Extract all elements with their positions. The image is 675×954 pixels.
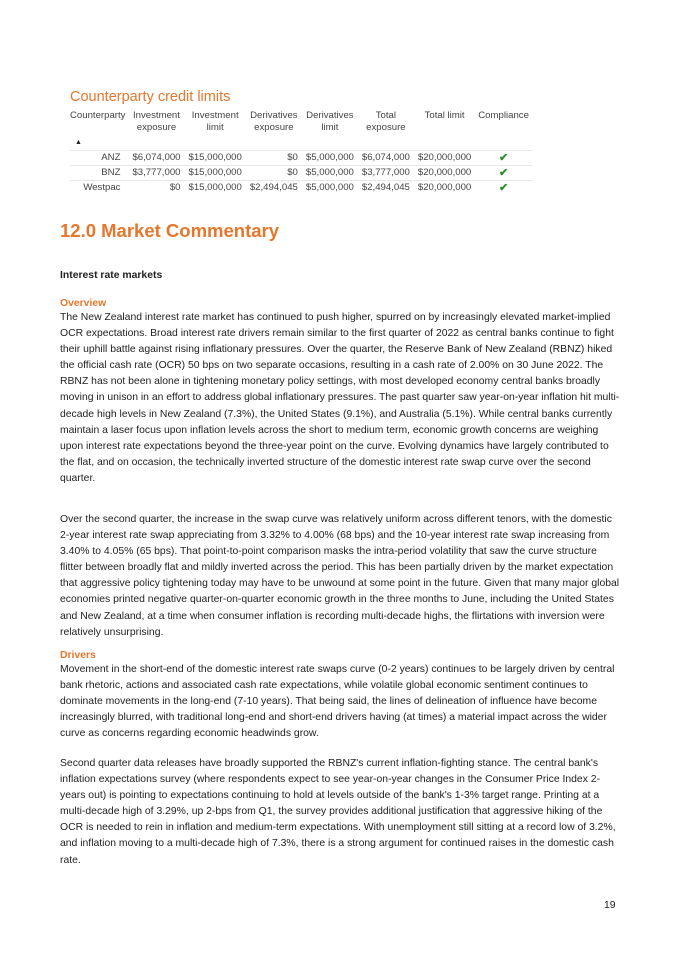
cell-total-limit: $20,000,000 [414, 181, 475, 196]
drivers-paragraph-2: Second quarter data releases have broadly supported the RBNZ's current inflation-fighting stance. The central bank's inflation expectations survey (where respondents expect to see year-on-year changes in the Consumer Price Index 2-years out) is pointing to expectations continuing to hold at levels outside of the bank's 1-3% target range. Printing at a multi-decade high of 3.29%, up 2-bps from Q1, the survey provides additional justification that aggressive hiking of the OCR is needed to rein in inflation and medium-term expectations. With unemployment still sitting at a record low of 3.2%, and inflation moving to a multi-decade high of 7.3%, there is a strong argument for continued raises in the domestic cash rate. [60, 758, 616, 866]
cell-counterparty: Westpac [70, 181, 128, 196]
table-row [70, 181, 532, 196]
table-header-row [70, 110, 532, 136]
cell-counterparty: ANZ [70, 151, 128, 166]
compliance-check-icon: ✔ [475, 166, 532, 181]
column-header-derivatives-limit[interactable]: Derivatives limit [306, 110, 354, 133]
cell-total-limit: $20,000,000 [414, 166, 475, 181]
column-header-derivatives-exposure[interactable]: Derivatives exposure [250, 110, 298, 133]
cell-investment-limit: $15,000,000 [184, 151, 245, 166]
table-row [70, 166, 532, 181]
column-header-investment-limit[interactable]: Investment limit [191, 110, 239, 133]
cell-total-exposure: $3,777,000 [358, 166, 414, 181]
sort-row [70, 136, 532, 151]
cell-derivatives-limit: $5,000,000 [302, 181, 358, 196]
column-header-compliance[interactable]: Compliance [478, 110, 529, 121]
column-header-total-exposure[interactable]: Total exposure [366, 110, 406, 133]
cell-derivatives-limit: $5,000,000 [302, 151, 358, 166]
subheading-interest-rate-markets: Interest rate markets [60, 270, 163, 281]
compliance-check-icon: ✔ [475, 151, 532, 166]
overview-paragraph-2: Over the second quarter, the increase in the swap curve was relatively uniform across different tenors, with the domestic 2-year interest rate swap appreciating from 3.32% to 4.00% (68 bps) and the 10-year interest rate swap increasing from 3.40% to 4.05% (65 bps). That point-to-point comparison masks the intra-period volatility that saw the curve structure flitter between broadly flat and mildly inverted across the period. This has been partially driven by the market expectation that aggressive policy tightening today may have to be unwound at some point in the future. Given that many major global economies printed negative quarter-on-quarter economic growth in the three months to June, including the United States and New Zealand, at a time when consumer inflation is recording multi-decade highs, the flirtations with inversion were relatively unsurprising. [60, 514, 620, 638]
table-row [70, 151, 532, 166]
compliance-check-icon: ✔ [475, 181, 532, 196]
column-header-investment-exposure[interactable]: Investment exposure [133, 110, 180, 133]
column-header-counterparty[interactable]: Counterparty [70, 110, 126, 121]
sort-ascending-icon[interactable]: ▲ [75, 139, 82, 146]
section-heading: 12.0 Market Commentary [60, 220, 280, 241]
drivers-paragraph-1: Movement in the short-end of the domestic interest rate swaps curve (0-2 years) continues to be largely driven by central bank rhetoric, actions and associated cash rate expectations, while volatile global economic sentiment continues to dominate movements in the long-end (7-10 years). That being said, the lines of delineation of influence have become increasingly blurred, with traditional long-end and short-end drivers having (at times) a material impact across the wider curve as concerns regarding economic headwinds grow. [60, 664, 615, 740]
cell-total-exposure: $2,494,045 [358, 181, 414, 196]
cell-derivatives-exposure: $0 [246, 166, 302, 181]
cell-investment-exposure: $0 [128, 181, 184, 196]
cell-total-exposure: $6,074,000 [358, 151, 414, 166]
cell-investment-limit: $15,000,000 [184, 181, 245, 196]
cell-investment-limit: $15,000,000 [184, 166, 245, 181]
cell-derivatives-exposure: $2,494,045 [246, 181, 302, 196]
cell-total-limit: $20,000,000 [414, 151, 475, 166]
overview-label: Overview [60, 298, 107, 309]
column-header-total-limit[interactable]: Total limit [424, 110, 465, 121]
cell-derivatives-limit: $5,000,000 [302, 166, 358, 181]
cell-derivatives-exposure: $0 [246, 151, 302, 166]
cell-investment-exposure: $3,777,000 [128, 166, 184, 181]
page-number: 19 [604, 900, 616, 911]
cell-counterparty: BNZ [70, 166, 128, 181]
overview-paragraph-1: The New Zealand interest rate market has continued to push higher, spurred on by increasingly elevated market-implied OCR expectations. Broad interest rate drivers remain similar to the first quarter of 2022 as central banks continue to fight their uphill battle against rising inflationary pressures. Over the quarter, the Reserve Bank of New Zealand (RBNZ) hiked the official cash rate (OCR) 50 bps on two separate occasions, resulting in a cash rate of 2.00% on 30 June 2022. The RBNZ has not been alone in tightening monetary policy settings, with most developed economy central banks broadly moving in unison in an effort to address global inflationary pressures. The past quarter saw year-on-year inflation hit multi-decade high levels in New Zealand (7.3%), the United States (9.1%), and Australia (5.1%). While central banks currently maintain a laser focus upon inflation levels across the short to medium term, economic growth concerns are weighing upon interest rate expectations beyond the three-year point on the curve. Evolving dynamics have largely contributed to the flat, and on occasion, the technically inverted structure of the domestic interest rate swap curve over the second quarter. [60, 312, 620, 484]
counterparty-credit-limits-table [70, 110, 532, 195]
counterparty-table-title: Counterparty credit limits [70, 89, 231, 105]
drivers-label: Drivers [60, 650, 96, 661]
cell-investment-exposure: $6,074,000 [128, 151, 184, 166]
